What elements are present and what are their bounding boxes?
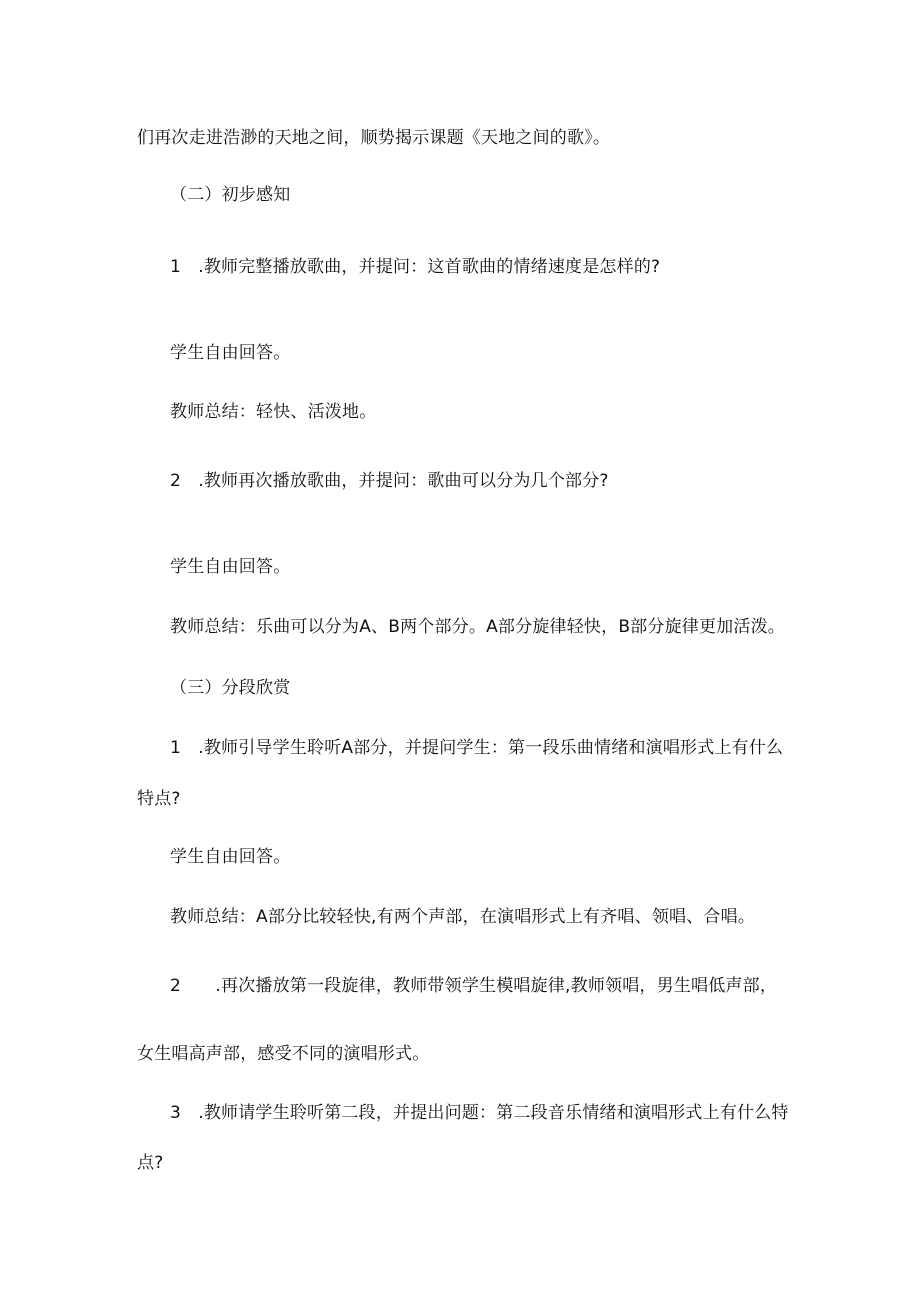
section-heading: （三）分段欣赏 (170, 678, 291, 698)
paragraph-line: 教师总结：轻快、活泼地。 (170, 402, 377, 422)
paragraph-line: 学生自由回答。 (170, 343, 291, 363)
paragraph-line: 学生自由回答。 (170, 557, 291, 577)
section-heading: （二）初步感知 (170, 185, 291, 205)
paragraph-line: 学生自由回答。 (170, 847, 291, 867)
paragraph-line: 们再次走进浩渺的天地之间，顺势揭示课题《天地之间的歌》。 (137, 128, 611, 148)
paragraph-line: 教师总结：A部分比较轻快,有两个声部，在演唱形式上有齐唱、领唱、合唱。 (170, 907, 756, 927)
paragraph-line: 女生唱高声部，感受不同的演唱形式。 (137, 1044, 430, 1064)
paragraph-line: 教师总结：乐曲可以分为A、B两个部分。A部分旋律轻快，B部分旋律更加活泼。 (170, 617, 785, 637)
paragraph-line: 点? (137, 1153, 164, 1173)
question-item: 3 .教师请学生聆听第二段，并提出问题：第二段音乐情绪和演唱形式上有什么特 (170, 1103, 789, 1123)
paragraph-line: 特点? (137, 789, 181, 809)
question-item: 1 .教师完整播放歌曲，并提问：这首歌曲的情绪速度是怎样的? (170, 257, 661, 277)
question-item: 2 .再次播放第一段旋律，教师带领学生模唱旋律,教师领唱，男生唱低声部， (170, 976, 778, 996)
question-item: 2 .教师再次播放歌曲，并提问：歌曲可以分为几个部分? (170, 471, 609, 491)
question-item: 1 .教师引导学生聆听A部分，并提问学生：第一段乐曲情绪和演唱形式上有什么 (170, 738, 784, 758)
